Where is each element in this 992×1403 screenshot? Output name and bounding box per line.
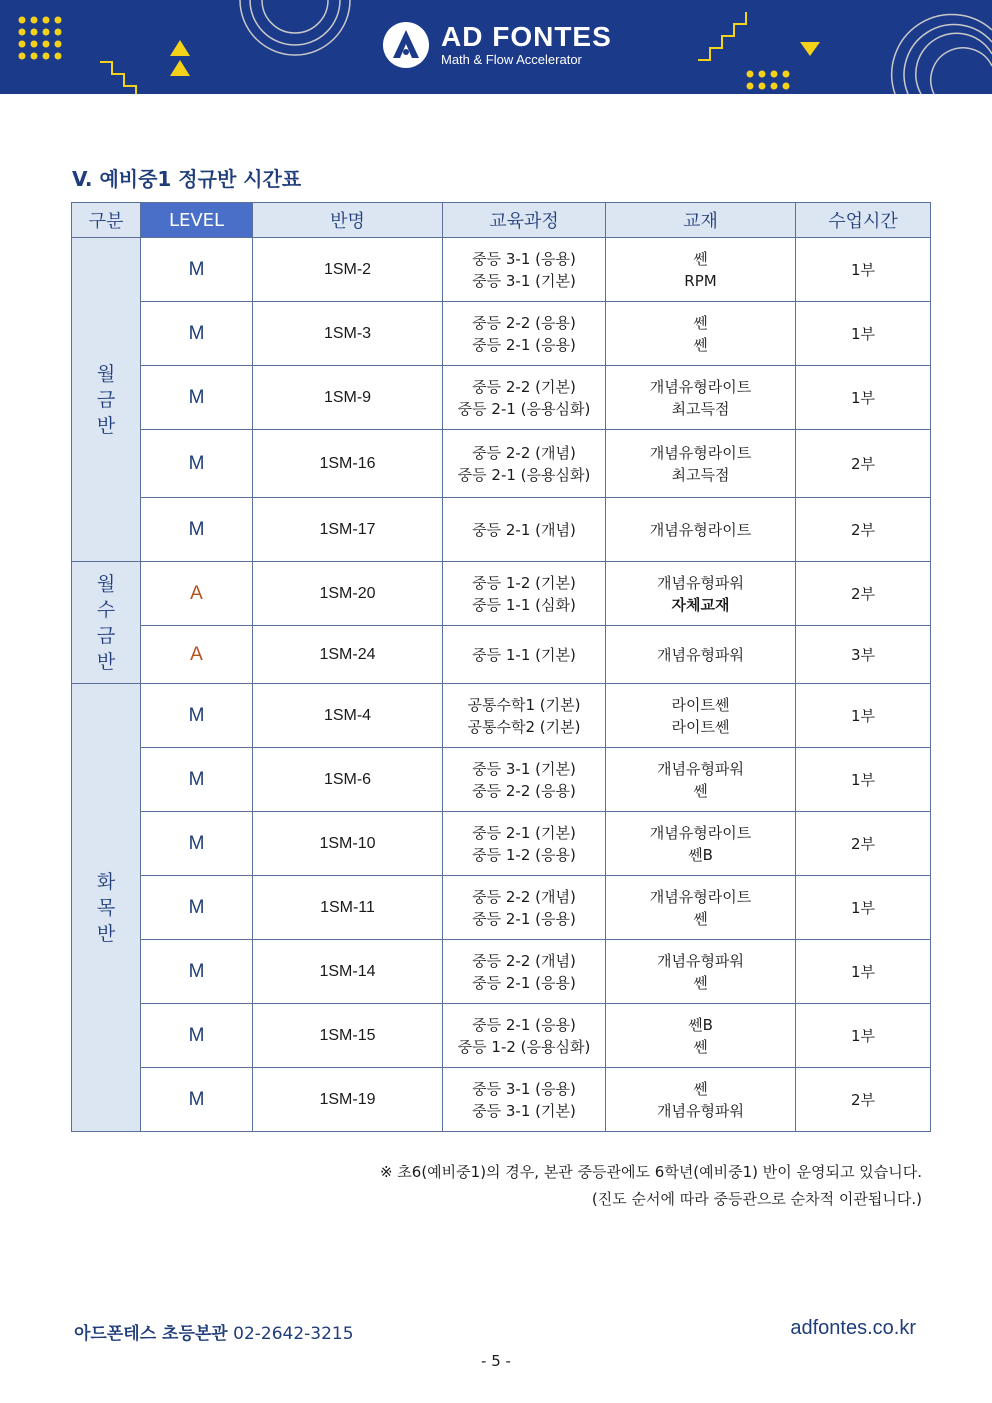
textbook-cell: 쎈B 쎈 (606, 1004, 796, 1068)
level-cell: M (141, 812, 253, 876)
header-textbook: 교재 (606, 203, 796, 238)
table-row (72, 940, 931, 1004)
class-name-cell: 1SM-17 (253, 498, 443, 562)
group-label-mon-fri: 월 금 반 (72, 238, 141, 562)
level-cell: M (141, 748, 253, 812)
header-curriculum: 교육과정 (443, 203, 606, 238)
header-banner (0, 0, 992, 94)
textbook-cell: 개념유형라이트 쎈 (606, 876, 796, 940)
class-time-cell: 1부 (796, 238, 931, 302)
textbook-cell: 개념유형라이트 (606, 498, 796, 562)
level-cell: A (141, 562, 253, 626)
class-time-cell: 1부 (796, 1004, 931, 1068)
class-name-cell: 1SM-24 (253, 626, 443, 684)
class-name-cell: 1SM-11 (253, 876, 443, 940)
class-time-cell: 2부 (796, 498, 931, 562)
curriculum-cell: 중등 2-1 (개념) (443, 498, 606, 562)
class-time-cell: 1부 (796, 302, 931, 366)
level-cell: M (141, 302, 253, 366)
textbook-cell: 개념유형파워 자체교재 (606, 562, 796, 626)
footer-website-link[interactable]: adfontes.co.kr (790, 1317, 916, 1339)
class-time-cell: 2부 (796, 812, 931, 876)
level-cell: M (141, 940, 253, 1004)
class-time-cell: 1부 (796, 876, 931, 940)
class-time-cell: 1부 (796, 748, 931, 812)
class-time-cell: 1부 (796, 366, 931, 430)
class-name-cell: 1SM-15 (253, 1004, 443, 1068)
textbook-cell: 쎈 RPM (606, 238, 796, 302)
textbook-cell: 쎈 쎈 (606, 302, 796, 366)
curriculum-cell: 중등 3-1 (응용) 중등 3-1 (기본) (443, 1068, 606, 1132)
class-name-cell: 1SM-19 (253, 1068, 443, 1132)
level-cell: M (141, 876, 253, 940)
curriculum-cell: 중등 3-1 (응용) 중등 3-1 (기본) (443, 238, 606, 302)
footer-campus-name: 아드폰테스 초등본관 (74, 1324, 228, 1344)
textbook-cell: 쎈 개념유형파워 (606, 1068, 796, 1132)
header-level: LEVEL (141, 203, 253, 238)
curriculum-cell: 중등 2-1 (기본) 중등 1-2 (응용) (443, 812, 606, 876)
class-time-cell: 2부 (796, 430, 931, 498)
curriculum-cell: 중등 1-1 (기본) (443, 626, 606, 684)
curriculum-cell: 중등 3-1 (기본) 중등 2-2 (응용) (443, 748, 606, 812)
group-label-mon-wed-fri: 월 수 금 반 (72, 562, 141, 684)
brand-name: AD FONTES (441, 21, 612, 52)
table-header-row (72, 203, 931, 238)
class-name-cell: 1SM-9 (253, 366, 443, 430)
curriculum-cell: 중등 1-2 (기본) 중등 1-1 (심화) (443, 562, 606, 626)
textbook-cell: 라이트쎈 라이트쎈 (606, 684, 796, 748)
table-row (72, 302, 931, 366)
class-time-cell: 1부 (796, 684, 931, 748)
table-row (72, 238, 931, 302)
group-label-tue-thu: 화 목 반 (72, 684, 141, 1132)
table-row (72, 1068, 931, 1132)
class-time-cell: 2부 (796, 1068, 931, 1132)
table-row (72, 498, 931, 562)
table-row (72, 626, 931, 684)
textbook-cell: 개념유형라이트 쎈B (606, 812, 796, 876)
page-number: - 5 - (481, 1352, 511, 1370)
footnote-line-2: (진도 순서에 따라 중등관으로 순차적 이관됩니다.) (591, 1190, 922, 1208)
textbook-cell: 개념유형라이트 최고득점 (606, 366, 796, 430)
textbook-cell: 개념유형라이트 최고득점 (606, 430, 796, 498)
curriculum-cell: 중등 2-2 (개념) 중등 2-1 (응용심화) (443, 430, 606, 498)
level-cell: M (141, 238, 253, 302)
level-cell: M (141, 1004, 253, 1068)
table-row (72, 562, 931, 626)
footer-phone: 02-2642-3215 (233, 1324, 354, 1344)
table-row (72, 876, 931, 940)
header-category: 구분 (72, 203, 141, 238)
footer-contact (74, 1319, 354, 1344)
class-name-cell: 1SM-10 (253, 812, 443, 876)
class-name-cell: 1SM-3 (253, 302, 443, 366)
timetable (71, 202, 931, 1132)
textbook-cell: 개념유형파워 (606, 626, 796, 684)
level-cell: M (141, 684, 253, 748)
brand-tagline: Math & Flow Accelerator (441, 52, 582, 67)
table-row (72, 430, 931, 498)
level-cell: M (141, 1068, 253, 1132)
class-name-cell: 1SM-4 (253, 684, 443, 748)
table-row (72, 1004, 931, 1068)
class-name-cell: 1SM-2 (253, 238, 443, 302)
header-class-time: 수업시간 (796, 203, 931, 238)
table-row (72, 366, 931, 430)
class-name-cell: 1SM-14 (253, 940, 443, 1004)
table-row (72, 812, 931, 876)
footnote-line-1: ※ 초6(예비중1)의 경우, 본관 중등관에도 6학년(예비중1) 반이 운영되고 있습니다. (379, 1163, 922, 1181)
level-cell: M (141, 366, 253, 430)
class-name-cell: 1SM-20 (253, 562, 443, 626)
class-time-cell: 2부 (796, 562, 931, 626)
curriculum-cell: 중등 2-2 (개념) 중등 2-1 (응용) (443, 876, 606, 940)
class-name-cell: 1SM-16 (253, 430, 443, 498)
curriculum-cell: 중등 2-1 (응용) 중등 1-2 (응용심화) (443, 1004, 606, 1068)
curriculum-cell: 공통수학1 (기본) 공통수학2 (기본) (443, 684, 606, 748)
logo-icon (383, 22, 429, 68)
header-class-name: 반명 (253, 203, 443, 238)
class-time-cell: 3부 (796, 626, 931, 684)
textbook-cell: 개념유형파워 쎈 (606, 940, 796, 1004)
section-title: V. 예비중1 정규반 시간표 (72, 167, 302, 191)
brand-logo (383, 22, 612, 68)
curriculum-cell: 중등 2-2 (응용) 중등 2-1 (응용) (443, 302, 606, 366)
textbook-cell: 개념유형파워 쎈 (606, 748, 796, 812)
class-name-cell: 1SM-6 (253, 748, 443, 812)
table-row (72, 748, 931, 812)
level-cell: M (141, 498, 253, 562)
curriculum-cell: 중등 2-2 (개념) 중등 2-1 (응용) (443, 940, 606, 1004)
curriculum-cell: 중등 2-2 (기본) 중등 2-1 (응용심화) (443, 366, 606, 430)
level-cell: M (141, 430, 253, 498)
level-cell: A (141, 626, 253, 684)
class-time-cell: 1부 (796, 940, 931, 1004)
table-row (72, 684, 931, 748)
